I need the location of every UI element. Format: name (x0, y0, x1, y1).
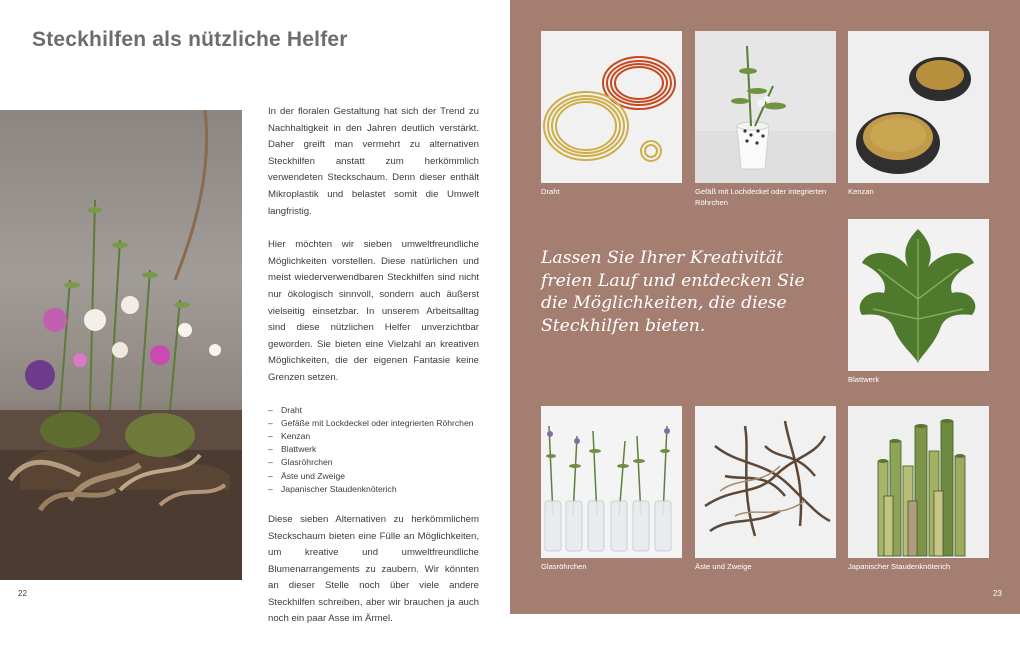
glass-caption: Glasröhrchen (541, 562, 587, 571)
kenzan-caption: Kenzan (848, 187, 874, 196)
alternatives-list (268, 404, 479, 496)
glass-tubes-photo (541, 406, 682, 558)
knotweed-illustration (848, 406, 989, 558)
conclusion-paragraph: Diese sieben Alternativen zu herkömmlichem Steckschaum bieten eine Fülle an Möglichkeiten, um kreative und umweltfreundliche Blumenarrangements zu zaubern. Wir könnten an dieser Stelle noch über viele andere Steckhilfen schreiben, aber wir brauchen ja auch noch ein paar Asse im Ärmel. (268, 513, 479, 625)
branches-photo (695, 406, 836, 558)
fig-leaf-illustration (848, 219, 989, 371)
glass-tubes-illustration (541, 406, 682, 558)
list-item: – Gefäße mit Lockdeckel oder integrierten Röhrchen (268, 417, 479, 430)
vessel-caption: Gefäß mit Lochdeckel oder integrierten Röhrchen (695, 187, 827, 207)
branches-illustration (695, 406, 836, 558)
wire-caption: Draht (541, 187, 560, 196)
page-number-left: 22 (18, 589, 27, 598)
page-title: Steckhilfen als nützliche Helfer (32, 28, 348, 51)
list-item: – Äste und Zweige (268, 470, 479, 483)
list-item: – Japanischer Staudenknöterich (268, 483, 479, 496)
flower-arrangement-illustration (0, 110, 242, 580)
foliage-photo (848, 219, 989, 371)
list-item: – Kenzan (268, 430, 479, 443)
list-item: – Glasröhrchen (268, 456, 479, 469)
list-item: – Blattwerk (268, 443, 479, 456)
page-number-right: 23 (993, 589, 1002, 598)
flower-arrangement-photo (0, 110, 242, 580)
body-text-column (268, 104, 479, 645)
vessel-photo (695, 31, 836, 183)
knotweed-caption: Japanischer Staudenknöterich (848, 562, 951, 571)
wire-coils-illustration (541, 31, 682, 183)
branches-caption: Äste und Zweige (695, 562, 752, 571)
list-item: – Draht (268, 404, 479, 417)
intro-paragraph: In der floralen Gestaltung hat sich der Trend zu Nachhaltigkeit in den Jahren deutlich verstärkt. Daher greift man vermehrt zu alternativen Steckhilfen anstatt zum herkömmlich verwendeten Steckschaum. Denn dieser enthält Mikroplastik und belastet somit die Umwelt langfristig. (268, 106, 479, 217)
vessel-illustration (695, 31, 836, 183)
foliage-caption: Blattwerk (848, 375, 880, 384)
options-paragraph: Hier möchten wir sieben umweltfreundliche Möglichkeiten vorstellen. Diese natürlichen und meist wiederverwendbaren Steckhilfen sind nicht nur ökologisch sinnvoll, sondern auch äußerst vielseitig einsetzbar. In unserem Arbeitsalltag sind diese nützlichen Helfer unverzichtbar geworden. Sie bieten eine Vielzahl an kreativen Möglichkeiten, die der eigenen Fantasie keine Grenzen setzen. (268, 239, 479, 383)
kenzan-illustration (848, 31, 989, 183)
knotweed-photo (848, 406, 989, 558)
kenzan-photo (848, 31, 989, 183)
wire-photo (541, 31, 682, 183)
pull-quote: Lassen Sie Ihrer Kreativität freien Lauf und entdecken Sie die Möglichkeiten, die diese Steckhilfen bieten. (541, 248, 805, 336)
left-page (0, 0, 510, 625)
